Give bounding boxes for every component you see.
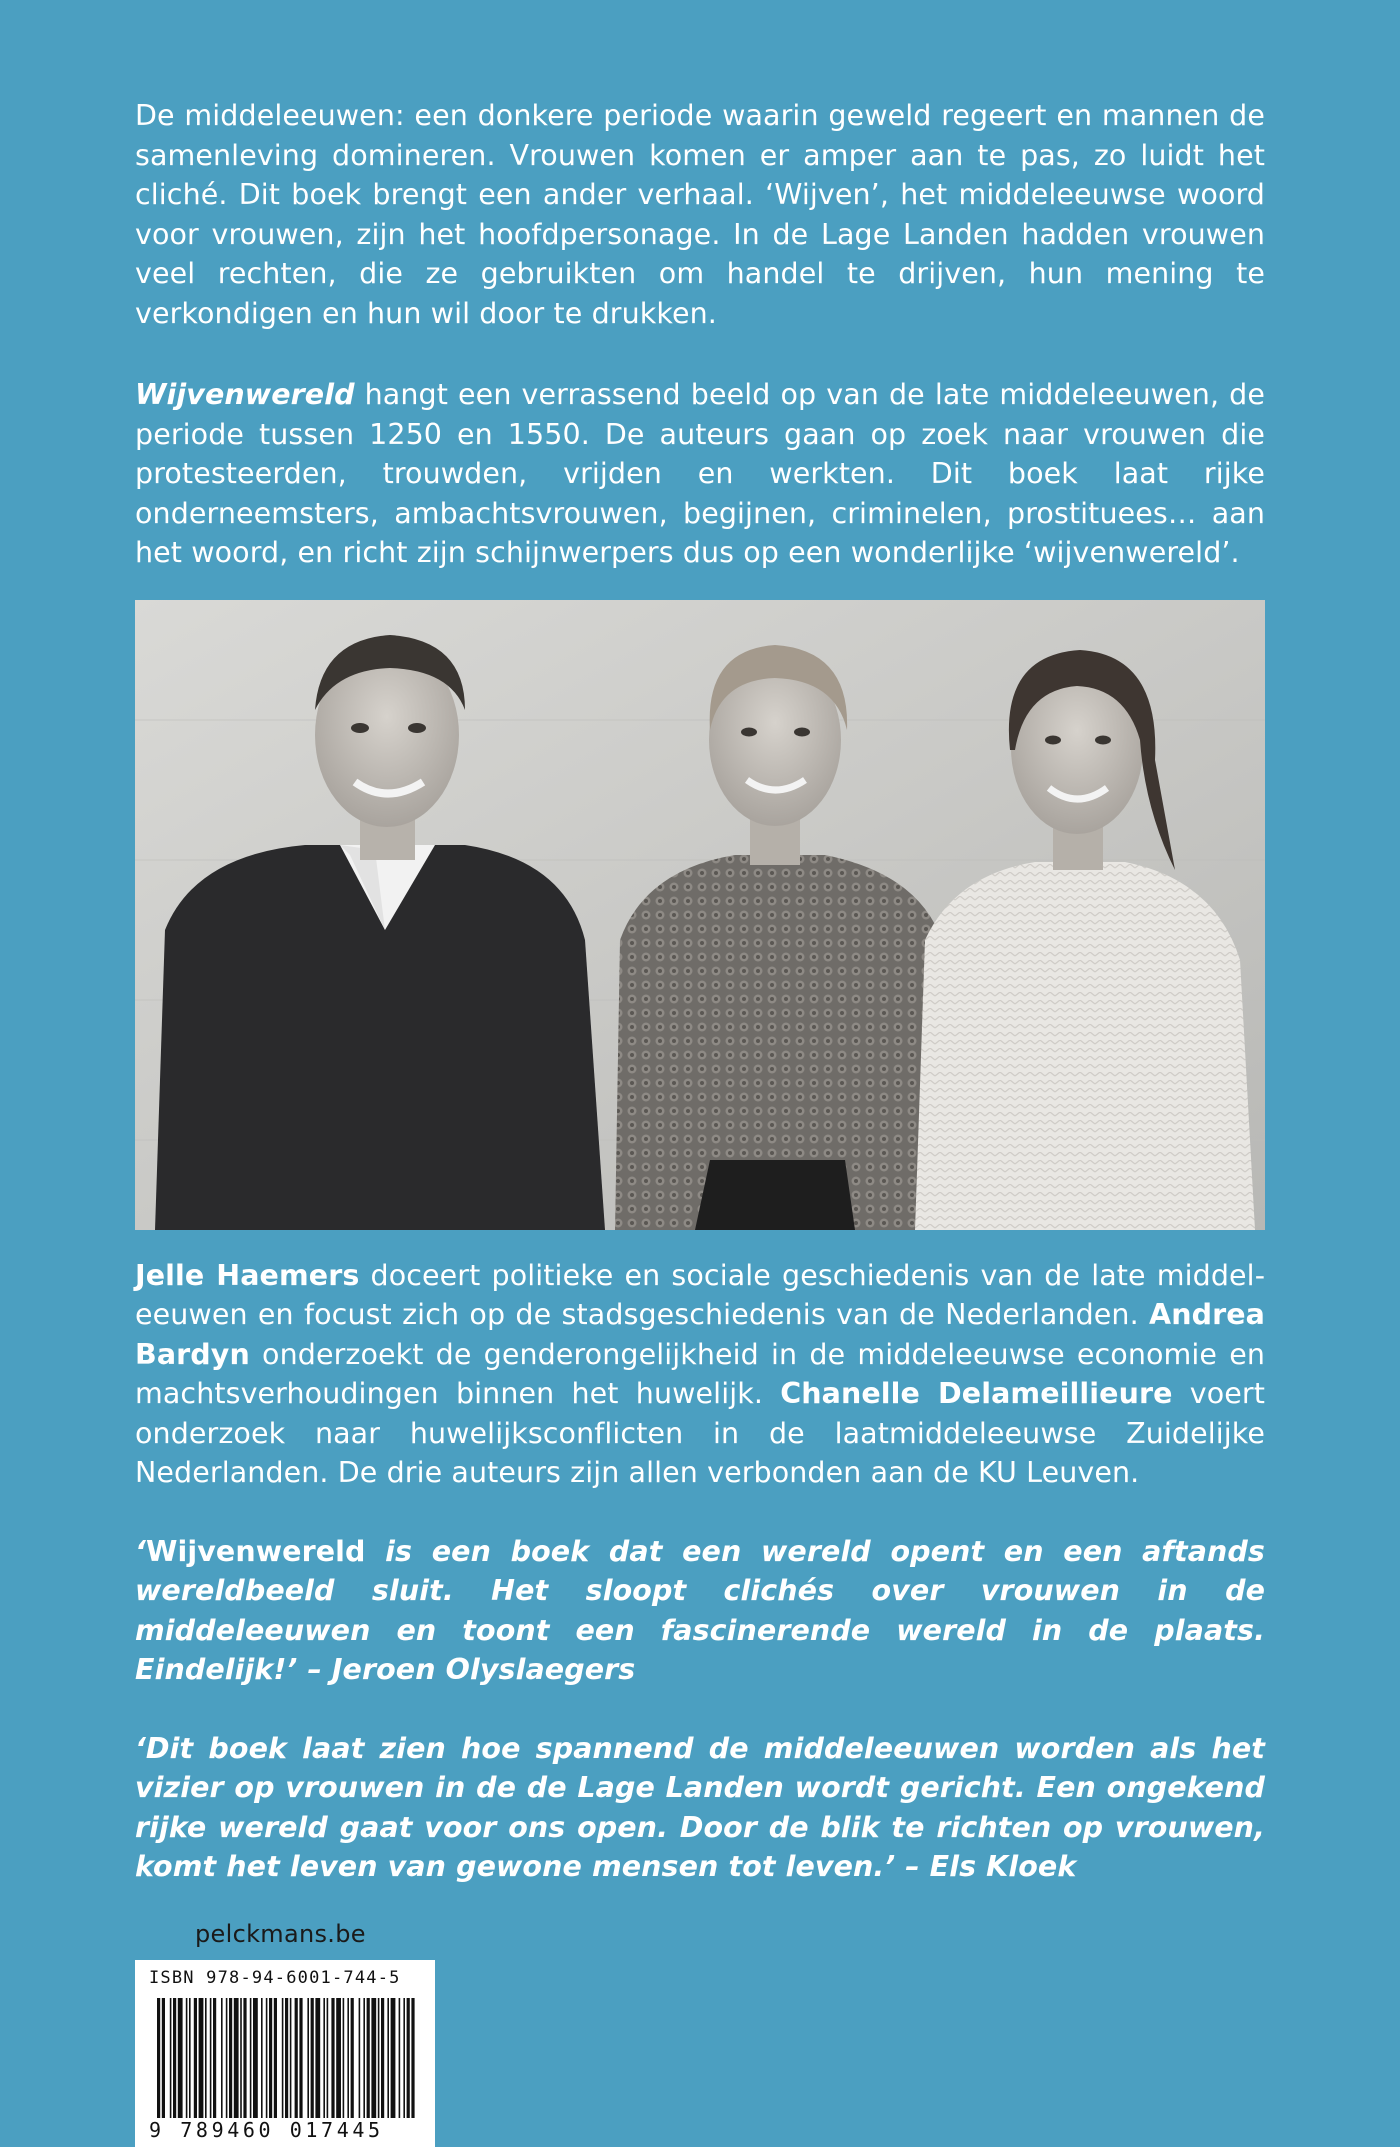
barcode-bar <box>173 1998 176 2118</box>
author-name-2: Andrea Bardyn <box>135 1298 1265 1371</box>
barcode-bar <box>162 1998 165 2118</box>
back-cover-content <box>135 96 1265 1887</box>
authors-photo-image <box>135 600 1265 1230</box>
barcode-bar <box>299 1998 302 2118</box>
book-title-inline: Wijvenwereld <box>135 378 355 411</box>
publisher-website: pelckmans.be <box>195 1920 366 1948</box>
barcode-bar <box>327 1998 329 2118</box>
barcode-bar <box>210 1998 212 2118</box>
barcode-bar <box>371 1998 376 2118</box>
barcode-bar <box>378 1998 380 2118</box>
barcode-bar <box>269 1998 272 2118</box>
barcode-bar <box>221 1998 223 2118</box>
barcode-bar <box>261 1998 263 2118</box>
quote-book-title: Wijvenwereld <box>145 1534 366 1568</box>
author-bio-2: onderzoekt de genderongelijkheid in de middeleeuwse economie en machtsverhoudingen binnen het huwelijk. <box>135 1337 1265 1410</box>
barcode-bar <box>351 1998 354 2118</box>
barcode-bar <box>387 1998 389 2118</box>
barcode-bar <box>391 1998 396 2118</box>
barcode-bar <box>240 1998 242 2118</box>
barcode-bar <box>315 1998 320 2118</box>
barcode-bar <box>282 1998 284 2118</box>
barcode-bar <box>213 1998 216 2118</box>
barcode-box <box>135 1960 435 2147</box>
barcode-image <box>157 1998 419 2118</box>
barcode-bar <box>381 1998 384 2118</box>
quote-open-mark: ‘ <box>135 1534 146 1568</box>
review-quote-2: ‘Dit boek laat zien hoe spannend de middeleeuwen worden als het vizier op vrouwen in de de Lage Landen wordt gericht. Een ongekend rijke wereld gaat voor ons open. Door de blik te richten op vrouwen, komt het leven van gewone mensen tot leven.’ – Els Kloek <box>135 1731 1265 1883</box>
barcode-bar <box>186 1998 188 2118</box>
barcode-bar <box>336 1998 341 2118</box>
barcode-bar <box>290 1998 292 2118</box>
barcode-bar <box>205 1998 207 2118</box>
barcode-bar <box>307 1998 309 2118</box>
blurb-paragraph-2 <box>135 375 1265 573</box>
barcode-bar <box>170 1998 172 2118</box>
barcode-bar <box>399 1998 401 2118</box>
barcode-bar <box>253 1998 258 2118</box>
barcode-bar <box>295 1998 298 2118</box>
publisher-footer <box>135 1920 435 2147</box>
isbn-label: ISBN 978-94-6001-744-5 <box>149 1968 401 1988</box>
barcode-bar <box>274 1998 277 2118</box>
barcode-bar <box>367 1998 370 2118</box>
barcode-bar <box>311 1998 314 2118</box>
blurb-paragraph-2-text: hangt een verrassend beeld op van de late middeleeuwen, de periode tussen 1250 en 1550. De auteurs gaan op zoek naar vrouwen die protesteerden, trouwden, vrijden en werkten. Dit boek laat rijke onderneemsters, ambachtsvrouwen, begijnen, criminelen, prostituees… aan het woord, en richt zijn schijnwerpers dus op een wonderlijke ‘wijvenwereld’. <box>135 378 1265 569</box>
barcode-bar <box>178 1998 183 2118</box>
barcode-bar <box>189 1998 191 2118</box>
barcode-bar <box>285 1998 288 2118</box>
barcode-bar <box>411 1998 414 2118</box>
author-name-1: Jelle Haemers <box>135 1258 360 1292</box>
barcode-bar <box>359 1998 361 2118</box>
author-bio-3: voert onderzoek naar huwelijksconflicten in de laatmiddeleeuwse Zuidelijke Nederlanden. De drie auteurs zijn allen verbonden aan de KU Leuven. <box>135 1377 1266 1489</box>
barcode-bar <box>226 1998 228 2118</box>
barcode-bar <box>403 1998 405 2118</box>
barcode-bar <box>347 1998 349 2118</box>
blurb-paragraph-1: De middeleeuwen: een donkere periode waarin geweld regeert en mannen de samenleving domineren. Vrouwen komen er amper aan te pas, zo luidt het cliché. Dit boek brengt een ander verhaal. ‘Wijven’, het middeleeuwse woord voor vrouwen, zijn het hoofdpersonage. In de Lage Landen hadden vrouwen veel rechten, die ze gebruikten om handel te drijven, hun mening te verkondigen en hun wil door te drukken. <box>135 99 1265 330</box>
barcode-bar <box>266 1998 268 2118</box>
barcode-bar <box>157 1998 160 2118</box>
author-name-3: Chanelle Delameillieure <box>780 1377 1173 1410</box>
authors-photo <box>135 600 1265 1230</box>
barcode-bar <box>323 1998 325 2118</box>
quote-1-text: is een boek dat een wereld opent en een aftands wereldbeeld sluit. Het sloopt clichés over vrouwen in de middeleeuwen en toont een fascinerende wereld in de plaats. Eindelijk!’ – Jeroen Olyslaegers <box>135 1534 1265 1686</box>
barcode-bar <box>199 1998 204 2118</box>
author-bio-1: doceert politieke en sociale geschiedenis van de late middeleeuwen en focust zich op de stadsgeschiedenis van de Nederlanden. <box>135 1258 1265 1331</box>
barcode-bar <box>343 1998 345 2118</box>
barcode-bar <box>363 1998 365 2118</box>
barcode-bar <box>194 1998 197 2118</box>
authors-bio <box>135 1256 1265 1493</box>
barcode-bar <box>331 1998 334 2118</box>
review-quote-1 <box>135 1532 1265 1690</box>
barcode-bar <box>234 1998 239 2118</box>
ean-digits: 9 789460 017445 <box>149 2118 384 2142</box>
barcode-bar <box>229 1998 232 2118</box>
barcode-bar <box>250 1998 252 2118</box>
barcode-bar <box>243 1998 246 2118</box>
barcode-bar <box>407 1998 410 2118</box>
